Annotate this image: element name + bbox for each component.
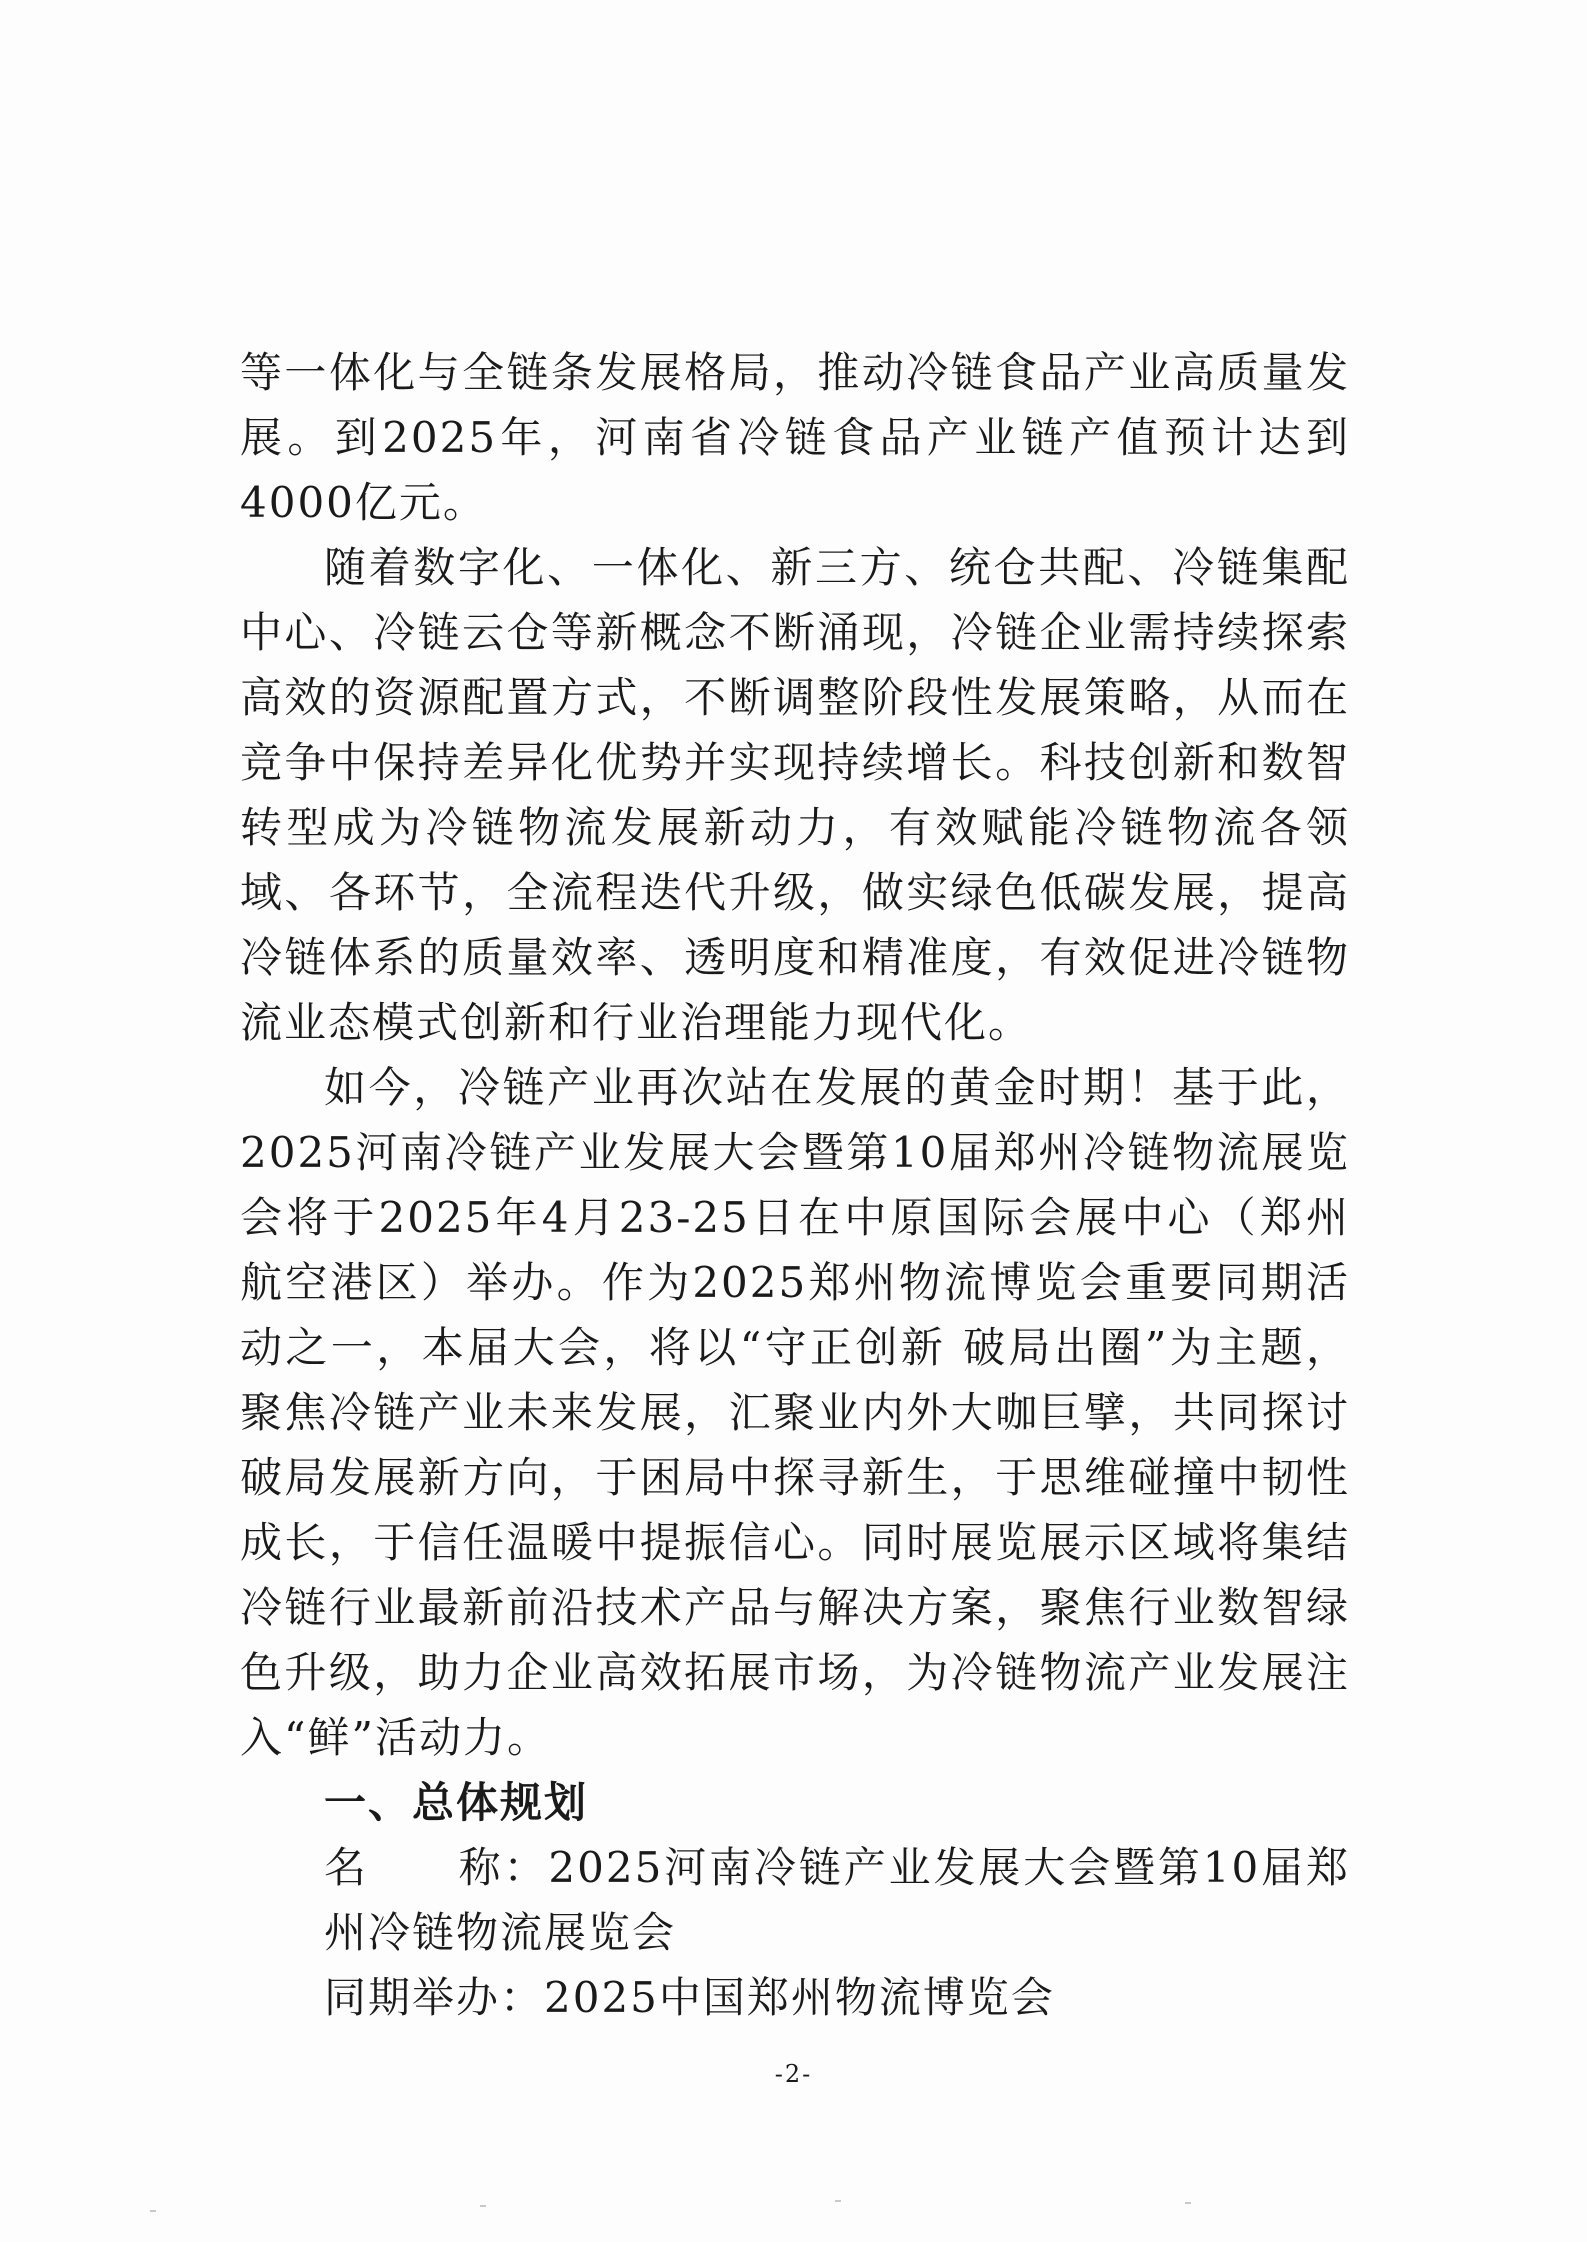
concurrent-value: 2025中国郑州物流博览会 bbox=[544, 1973, 1055, 2022]
scan-speck bbox=[480, 2205, 486, 2207]
concurrent-label: 同期举办： bbox=[324, 1973, 545, 2022]
paragraph-conference-intro: 如今，冷链产业再次站在发展的黄金时期！基于此，2025河南冷链产业发展大会暨第10届郑州冷链物流展览会将于2025年4月23-25日在中原国际会展中心（郑州航空港区）举办。作为2025郑州物流博览会重要同期活动之一，本届大会，将以“守正创新 破局出圈”为主题，聚焦冷链产业未来发展，汇聚业内外大咖巨擘，共同探讨破局发展新方向，于困局中探寻新生，于思维碰撞中韧性成长，于信任温暖中提振信心。同时展览展示区域将集结冷链行业最新前沿技术产品与解决方案，聚焦行业数智绿色升级，助力企业高效拓展市场，为冷链物流产业发展注入“鲜”活动力。 bbox=[240, 1063, 1350, 1762]
name-value: 2025河南冷链产业发展大会暨第10届郑州冷链物流展览会 bbox=[324, 1843, 1350, 1957]
page-number: -2- bbox=[774, 2060, 813, 2088]
scan-speck bbox=[1185, 2202, 1191, 2204]
name-field bbox=[240, 1835, 1350, 1965]
section-heading: 一、总体规划 bbox=[324, 1778, 589, 1827]
paragraph-cold-chain-trends: 随着数字化、一体化、新三方、统仓共配、冷链集配中心、冷链云仓等新概念不断涌现，冷链企业需持续探索高效的资源配置方式，不断调整阶段性发展策略，从而在竞争中保持差异化优势并实现持续增长。科技创新和数智转型成为冷链物流发展新动力，有效赋能冷链物流各领域、各环节，全流程迭代升级，做实绿色低碳发展，提高冷链体系的质量效率、透明度和精准度，有效促进冷链物流业态模式创新和行业治理能力现代化。 bbox=[240, 543, 1350, 1047]
name-label: 名 称： bbox=[324, 1843, 549, 1892]
concurrent-field bbox=[240, 1965, 1350, 2030]
scan-speck bbox=[835, 2200, 841, 2202]
document-body bbox=[240, 340, 1350, 2030]
scan-speck bbox=[150, 2210, 156, 2212]
paragraph-continuation: 等一体化与全链条发展格局，推动冷链食品产业高质量发展。到2025年，河南省冷链食品产业链产值预计达到4000亿元。 bbox=[240, 348, 1350, 527]
